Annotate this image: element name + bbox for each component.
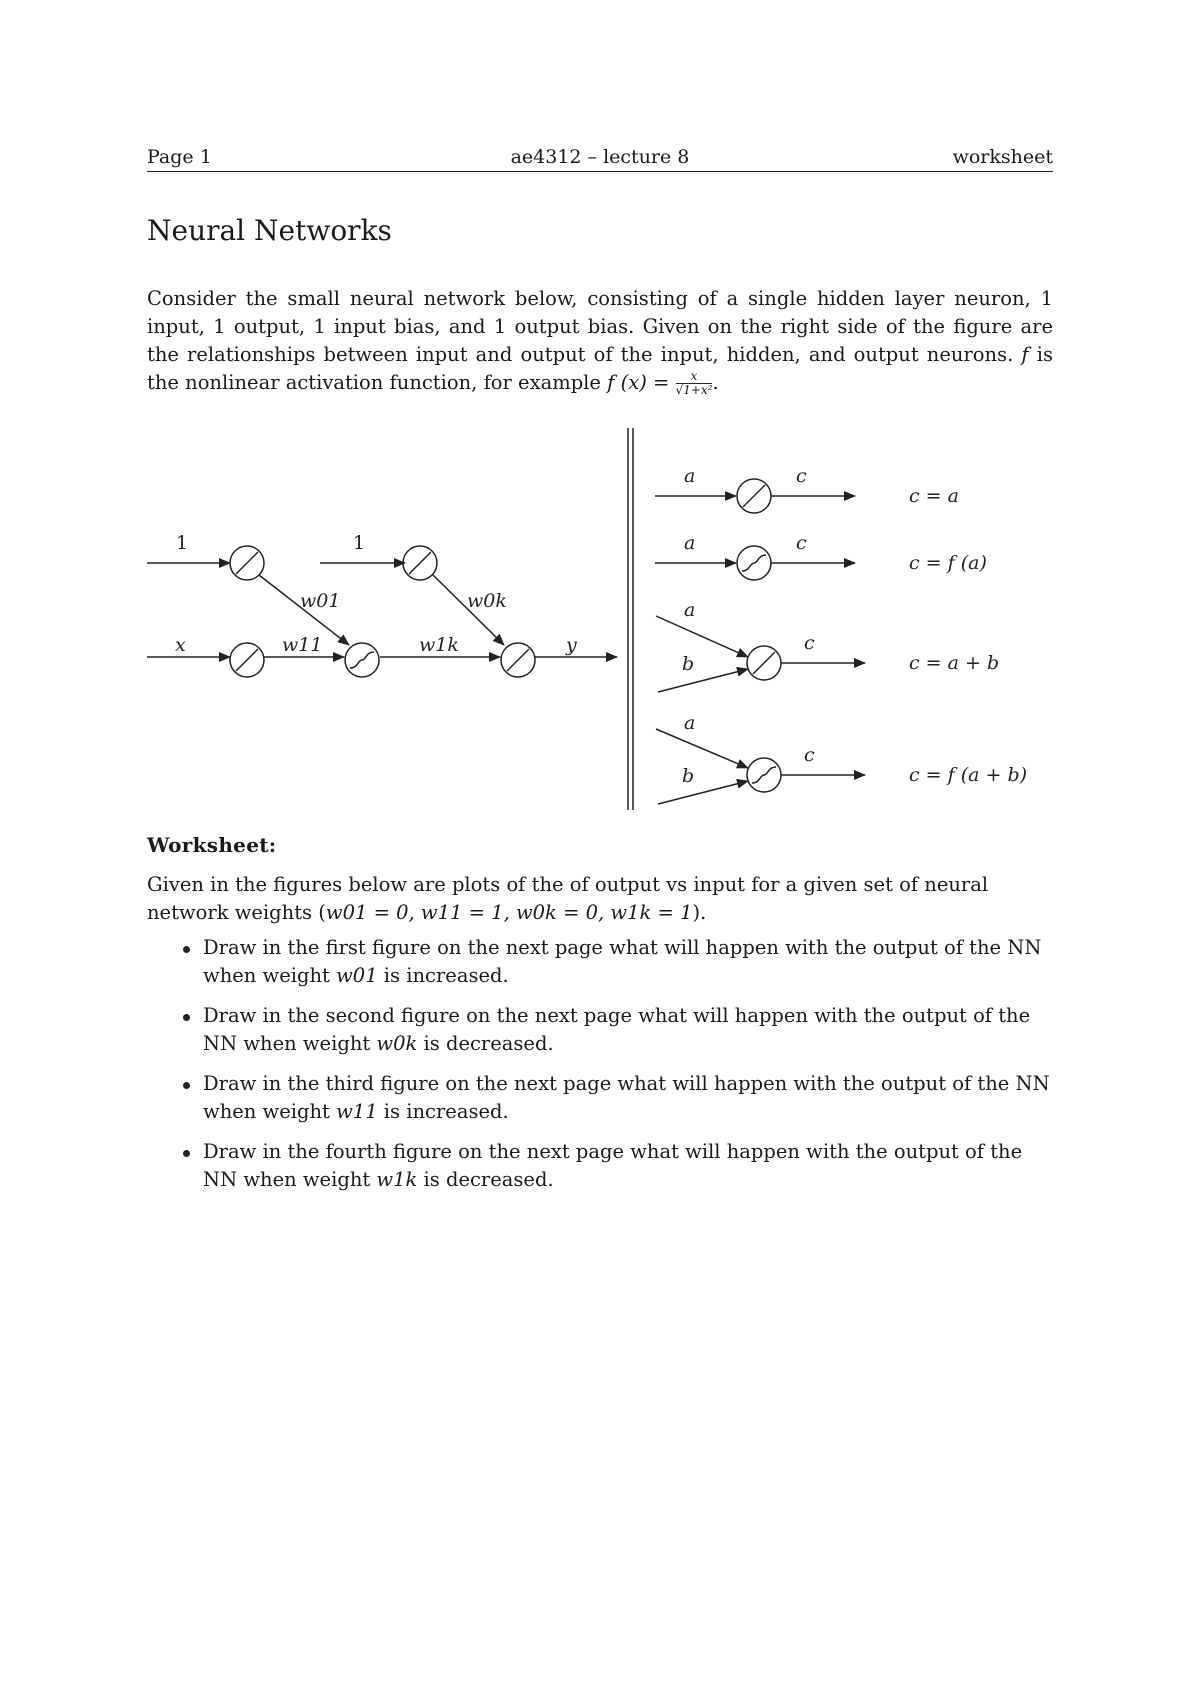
task-item <box>147 1138 1053 1194</box>
w0k-label: w0k <box>467 590 507 612</box>
rel1-equation: c = a <box>909 485 959 507</box>
task-text: Draw in the fourth figure on the next page what will happen with the output of the NN when weight <box>203 1140 1023 1191</box>
task-weight: w11 <box>336 1100 378 1123</box>
rel3-c-label: c <box>804 632 815 654</box>
worksheet-title: Worksheet: <box>147 833 277 857</box>
worksheet-text-b: ). <box>692 901 707 924</box>
rel4-equation: c = f (a + b) <box>909 764 1028 786</box>
intro-f-sentence: is the nonlinear activation function, for example <box>147 343 1053 394</box>
input-neuron <box>230 643 264 677</box>
header-document-type: worksheet <box>952 146 1053 168</box>
task-text: Draw in the second figure on the next page what will happen with the output of the NN when weight <box>203 1004 1031 1055</box>
bullet-icon <box>183 1082 190 1089</box>
rel4-c-label: c <box>804 744 815 766</box>
intro-text: Consider the small neural network below, consisting of a single hidden layer neuron, 1 input, 1 output, 1 input bias, and 1 output bias. Given on the right side of the figure are the relationships between input and output of the input, hidden, and output neurons. <box>147 287 1053 366</box>
f-of-x: f (x) = <box>607 371 670 394</box>
rel4-b-label: b <box>682 765 695 787</box>
input-label: x <box>175 634 186 656</box>
rel4-sigmoid-neuron <box>747 758 781 792</box>
w01-label: w01 <box>300 590 341 612</box>
rel2-a-label: a <box>684 532 696 554</box>
rel3-linear-neuron <box>747 646 781 680</box>
task-text-end: is decreased. <box>417 1032 554 1055</box>
output-neuron <box>501 643 535 677</box>
section-title: Neural Networks <box>147 214 392 247</box>
task-item <box>147 934 1053 990</box>
w1k-label: w1k <box>419 634 459 656</box>
rel2-equation: c = f (a) <box>909 552 987 574</box>
task-list <box>147 934 1053 1206</box>
task-text: Draw in the first figure on the next page what will happen with the output of the NN when weight <box>203 936 1042 987</box>
f-symbol: f <box>1021 343 1029 366</box>
task-text-end: is decreased. <box>417 1168 554 1191</box>
bias-neuron-2 <box>403 546 437 580</box>
output-label: y <box>566 634 577 656</box>
task-weight: w01 <box>336 964 378 987</box>
rel3-a-label: a <box>684 599 696 621</box>
bias-neuron-1 <box>230 546 264 580</box>
task-text: Draw in the third figure on the next page what will happen with the output of the NN when weight <box>203 1072 1050 1123</box>
rel4-a-label: a <box>684 712 696 734</box>
header-course-title: ae4312 – lecture 8 <box>510 146 690 168</box>
task-weight: w1k <box>376 1168 418 1191</box>
rel4-input-b-line <box>658 781 748 804</box>
rel3-input-a-line <box>656 616 748 657</box>
network-figure <box>0 0 1200 830</box>
worksheet-weights: w01 = 0, w11 = 1, w0k = 0, w1k = 1 <box>325 901 693 924</box>
bullet-icon <box>183 1014 190 1021</box>
rel2-c-label: c <box>796 532 807 554</box>
fraction-denominator: √1+x² <box>675 383 713 397</box>
task-item <box>147 1002 1053 1058</box>
bias-label-2: 1 <box>353 532 366 554</box>
rel1-c-label: c <box>796 465 807 487</box>
fraction-numerator: x <box>676 370 713 384</box>
worksheet-intro <box>147 871 1053 927</box>
intro-period: . <box>712 371 719 394</box>
rel3-input-b-line <box>658 669 748 692</box>
bias-label-1: 1 <box>176 532 189 554</box>
rel3-equation: c = a + b <box>909 652 1000 674</box>
rel1-linear-neuron <box>737 479 771 513</box>
rel4-input-a-line <box>656 729 748 768</box>
task-item <box>147 1070 1053 1126</box>
rel3-b-label: b <box>682 653 695 675</box>
rel2-sigmoid-neuron <box>737 546 771 580</box>
task-weight: w0k <box>376 1032 418 1055</box>
page-number: Page 1 <box>147 146 212 168</box>
worksheet-text-a: Given in the figures below are plots of the of output vs input for a given set of neural network weights ( <box>147 873 989 924</box>
task-text-end: is increased. <box>377 964 509 987</box>
w11-label: w11 <box>282 634 323 656</box>
rel1-a-label: a <box>684 465 696 487</box>
hidden-neuron <box>345 643 379 677</box>
bullet-icon <box>183 1150 190 1157</box>
bullet-icon <box>183 946 190 953</box>
task-text-end: is increased. <box>377 1100 509 1123</box>
